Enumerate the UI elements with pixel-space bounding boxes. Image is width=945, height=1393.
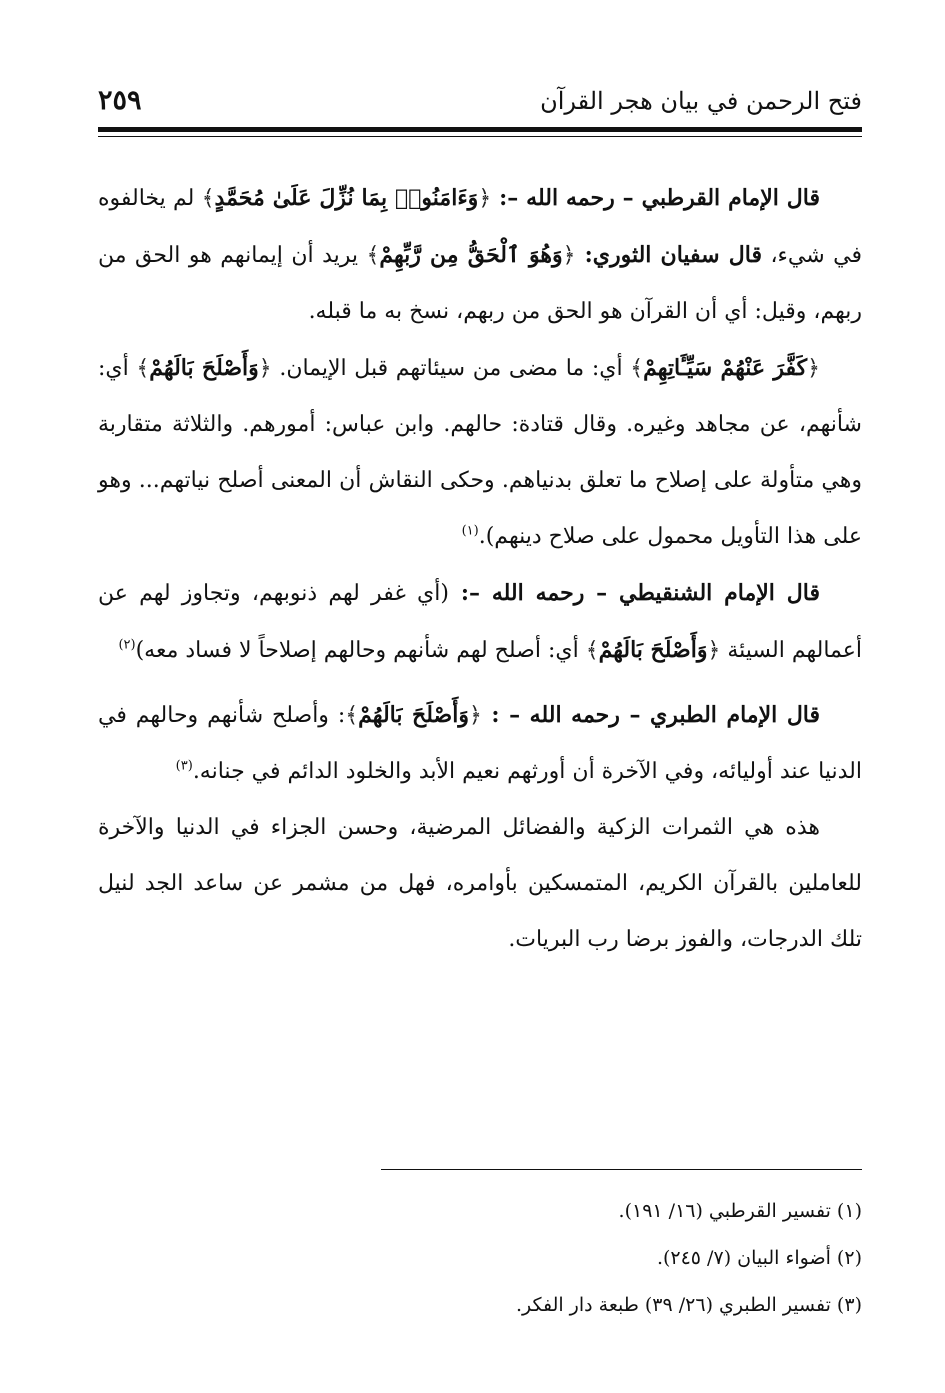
paragraph-tabari bbox=[98, 687, 862, 800]
verse-open-bracket: ﴿ bbox=[468, 703, 482, 728]
header-rule-thin bbox=[98, 136, 862, 137]
paragraph-kaffara bbox=[98, 340, 862, 565]
verse-text: وَأَصْلَحَ بَالَهُمْ bbox=[149, 355, 259, 381]
footnote-separator bbox=[381, 1169, 862, 1170]
body-text: هذه هي الثمرات الزكية والفضائل المرضية، وحسن الجزاء في الدنيا والآخرة للعاملين بالقرآن الكريم، المتمسكين بأوامره، فهل من مشمر عن ساعد الجد لنيل تلك الدرجات، والفوز برضا رب البريات. bbox=[98, 815, 862, 952]
speaker-label: قال الإمام الشنقيطي – رحمه الله –: bbox=[448, 580, 820, 606]
quran-verse bbox=[202, 185, 492, 211]
verse-open-bracket: ﴿ bbox=[562, 243, 576, 268]
paragraph-qurtubi bbox=[98, 170, 862, 340]
paragraph-conclusion bbox=[98, 800, 862, 968]
body-text: أي: أصلح لهم شأنهم وحالهم إصلاحاً لا فساد معه) bbox=[135, 638, 586, 663]
page-header bbox=[98, 78, 862, 124]
quran-verse bbox=[345, 702, 482, 728]
speaker-label: قال الإمام الطبري – رحمه الله – : bbox=[481, 702, 821, 728]
running-title: فتح الرحمن في بيان هجر القرآن bbox=[540, 87, 862, 115]
footnotes bbox=[200, 1188, 862, 1329]
footnote-3: (٣) تفسير الطبري (٢٦/ ٣٩) طبعة دار الفكر. bbox=[515, 1294, 862, 1316]
page-number: ٢٥٩ bbox=[98, 85, 142, 116]
verse-close-bracket: ﴾ bbox=[585, 638, 599, 663]
verse-close-bracket: ﴾ bbox=[136, 356, 150, 381]
body-text: لم يخالفوه في شيء، bbox=[98, 186, 862, 268]
verse-open-bracket: ﴿ bbox=[258, 356, 272, 381]
verse-open-bracket: ﴿ bbox=[478, 186, 492, 211]
verse-close-bracket: ﴾ bbox=[201, 186, 215, 211]
verse-open-bracket: ﴿ bbox=[807, 356, 820, 381]
body-text: يريد أن إيمانهم هو الحق من ربهم، وقيل: أي أن القرآن هو الحق من ربهم، نسخ به ما قبله. bbox=[98, 243, 862, 324]
footnote-marker: (٢) bbox=[118, 637, 136, 653]
verse-close-bracket: ﴾ bbox=[630, 356, 644, 381]
footnote-1: (١) تفسير القرطبي (١٦/ ١٩١). bbox=[618, 1200, 862, 1222]
verse-text: وَءَامَنُوا۟ بِمَا نُزِّلَ عَلَىٰ مُحَمَّدٍ bbox=[214, 185, 479, 211]
body-text: (أي غفر لهم ذنوبهم، وتجاوز لهم عن أعمالهم السيئة bbox=[98, 581, 862, 663]
verse-text: وَأَصْلَحَ بَالَهُمْ bbox=[358, 702, 469, 728]
body-text: : وأصلح شأنهم وحالهم في الدنيا عند أوليائه، وفي الآخرة أن أورثهم نعيم الأبد والخلود الدائم في جنانه. bbox=[98, 703, 862, 784]
body-text: أي: ما مضى من سيئاتهم قبل الإيمان. bbox=[271, 356, 631, 381]
footnote-marker: (٣) bbox=[175, 758, 193, 774]
quran-verse bbox=[366, 242, 575, 268]
quran-verse bbox=[586, 637, 721, 663]
header-rule-thick bbox=[98, 127, 862, 132]
verse-text: وَهُوَ ٱلْحَقُّ مِن رَّبِّهِمْ bbox=[379, 242, 563, 268]
verse-text: كَفَّرَ عَنْهُمْ سَيِّـَٔاتِهِمْ bbox=[643, 355, 808, 381]
speaker-label: قال الإمام القرطبي – رحمه الله –: bbox=[491, 185, 821, 211]
page-body bbox=[98, 170, 862, 968]
body-text: أي: شأنهم، عن مجاهد وغيره. وقال قتادة: حالهم. وابن عباس: أمورهم. والثلاثة متقاربة وهي متأولة على إصلاح ما تعلق بدنياهم. وحكى النقاش أن المعنى أصلح نياتهم... وهو على هذا التأويل محمول على صلاح دينهم). bbox=[98, 356, 862, 549]
speaker-label: قال سفيان الثوري: bbox=[575, 242, 762, 268]
verse-text: وَأَصْلَحَ بَالَهُمْ bbox=[598, 637, 708, 663]
paragraph-shanqiti bbox=[98, 565, 862, 679]
footnote-marker: (١) bbox=[461, 523, 479, 539]
quran-verse bbox=[136, 355, 271, 381]
quran-verse bbox=[630, 355, 820, 381]
verse-open-bracket: ﴿ bbox=[707, 638, 721, 663]
footnote-2: (٢) أضواء البيان (٧/ ٢٤٥). bbox=[656, 1247, 862, 1269]
verse-close-bracket: ﴾ bbox=[345, 703, 359, 728]
verse-close-bracket: ﴾ bbox=[366, 243, 380, 268]
